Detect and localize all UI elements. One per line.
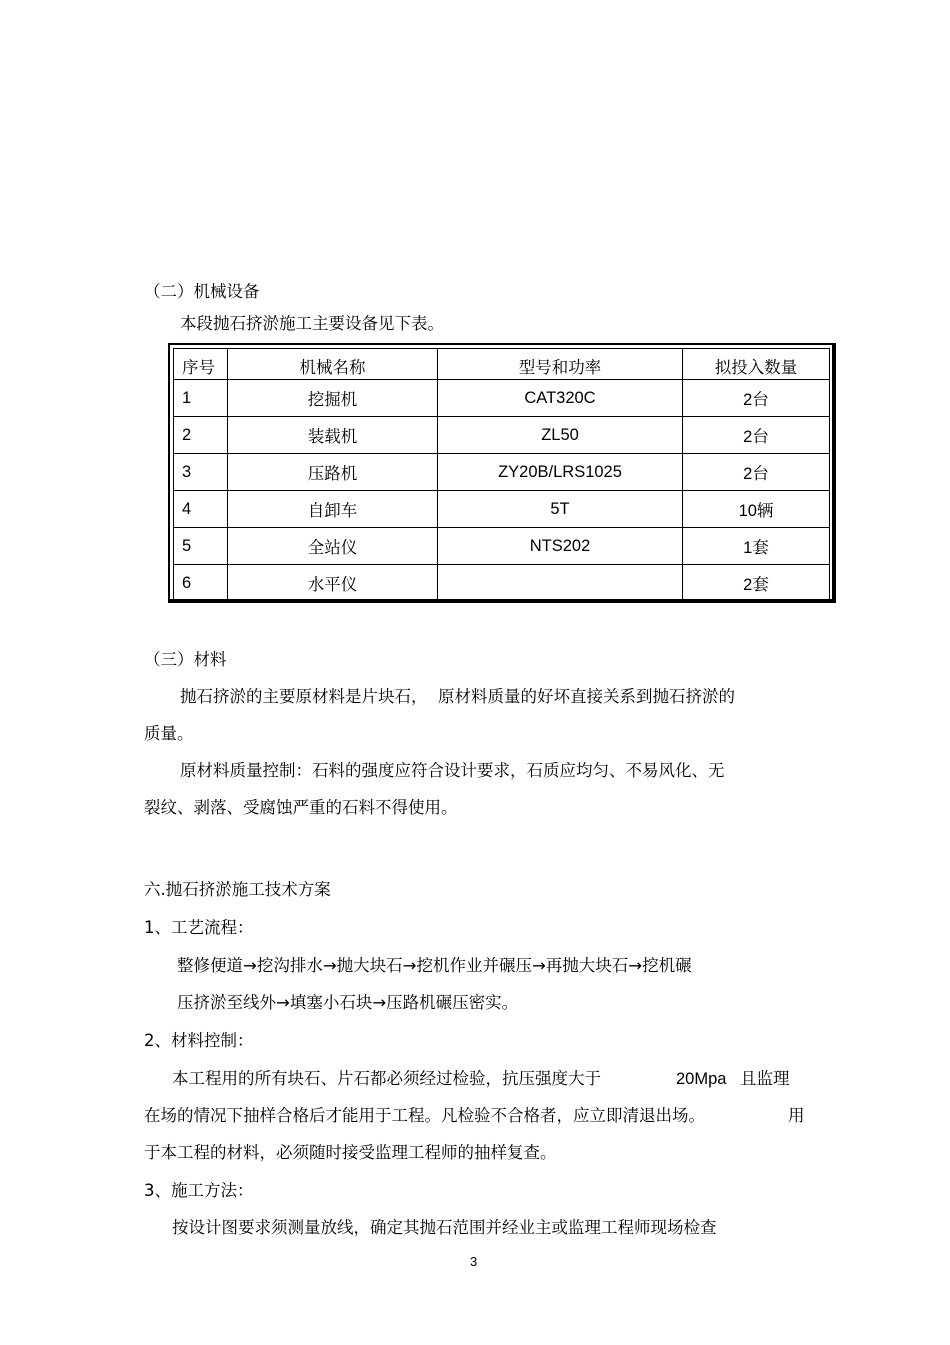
materials-paragraph-2-line-2: 裂纹、剥落、受腐蚀严重的石料不得使用。	[144, 798, 458, 817]
cell-no: 6	[174, 565, 228, 602]
cell-qty: 2台	[683, 417, 830, 454]
table-row	[174, 380, 830, 417]
item2-strength-value: 20Mpa	[676, 1070, 727, 1088]
table-row	[174, 417, 830, 454]
section-machinery-intro: 本段抛石挤淤施工主要设备见下表。	[180, 314, 444, 333]
cell-qty: 2台	[683, 380, 830, 417]
cell-model: NTS202	[438, 528, 683, 565]
item1-line-1: 整修便道→挖沟排水→抛大块石→挖机作业并碾压→再抛大块石→挖机碾	[177, 956, 692, 975]
cell-qty: 10辆	[683, 491, 830, 528]
item1-title: 1、工艺流程：	[144, 918, 254, 937]
header-no: 序号	[174, 349, 228, 380]
page-number: 3	[470, 1254, 478, 1269]
header-name: 机械名称	[228, 349, 438, 380]
equipment-table	[168, 343, 836, 603]
cell-name: 自卸车	[228, 491, 438, 528]
item1-line-2: 压挤淤至线外→填塞小石块→压路机碾压密实。	[177, 993, 519, 1012]
item2-line-2b: 用	[788, 1106, 805, 1125]
cell-qty: 2套	[683, 565, 830, 602]
cell-no: 5	[174, 528, 228, 565]
item2-line-2a: 在场的情况下抽样合格后才能用于工程。凡检验不合格者，应立即清退出场。	[144, 1106, 705, 1125]
cell-model	[438, 565, 683, 602]
cell-no: 2	[174, 417, 228, 454]
cell-model: 5T	[438, 491, 683, 528]
cell-name: 挖掘机	[228, 380, 438, 417]
cell-no: 1	[174, 380, 228, 417]
cell-model: CAT320C	[438, 380, 683, 417]
header-model: 型号和功率	[438, 349, 683, 380]
item2-line-3: 于本工程的材料，必须随时接受监理工程师的抽样复查。	[144, 1143, 557, 1162]
table-row	[174, 454, 830, 491]
cell-name: 全站仪	[228, 528, 438, 565]
item2-title: 2、材料控制：	[144, 1031, 254, 1050]
cell-qty: 1套	[683, 528, 830, 565]
table-row	[174, 565, 830, 602]
materials-paragraph-1-line-2: 质量。	[144, 724, 194, 743]
cell-name: 水平仪	[228, 565, 438, 602]
cell-model: ZY20B/LRS1025	[438, 454, 683, 491]
table-header-row	[174, 349, 830, 380]
header-qty: 拟投入数量	[683, 349, 830, 380]
cell-model: ZL50	[438, 417, 683, 454]
materials-paragraph-1-line-1: 抛石挤淤的主要原材料是片块石， 原材料质量的好坏直接关系到抛石挤淤的	[180, 687, 735, 706]
cell-name: 装载机	[228, 417, 438, 454]
table-row	[174, 528, 830, 565]
section-materials-heading: （三）材料	[144, 650, 227, 669]
section-machinery-heading: （二）机械设备	[144, 282, 260, 301]
item3-line-1: 按设计图要求须测量放线，确定其抛石范围并经业主或监理工程师现场检查	[172, 1218, 717, 1237]
materials-paragraph-2-line-1: 原材料质量控制：石料的强度应符合设计要求，石质应均匀、不易风化、无	[180, 761, 725, 780]
section-six-heading: 六.抛石挤淤施工技术方案	[144, 880, 331, 899]
cell-no: 4	[174, 491, 228, 528]
table-row	[174, 491, 830, 528]
item2-line-1c: 且监理	[740, 1069, 790, 1088]
cell-qty: 2台	[683, 454, 830, 491]
cell-no: 3	[174, 454, 228, 491]
item2-line-1a: 本工程用的所有块石、片石都必须经过检验，抗压强度大于	[172, 1069, 601, 1088]
cell-name: 压路机	[228, 454, 438, 491]
item3-title: 3、施工方法：	[144, 1181, 254, 1200]
